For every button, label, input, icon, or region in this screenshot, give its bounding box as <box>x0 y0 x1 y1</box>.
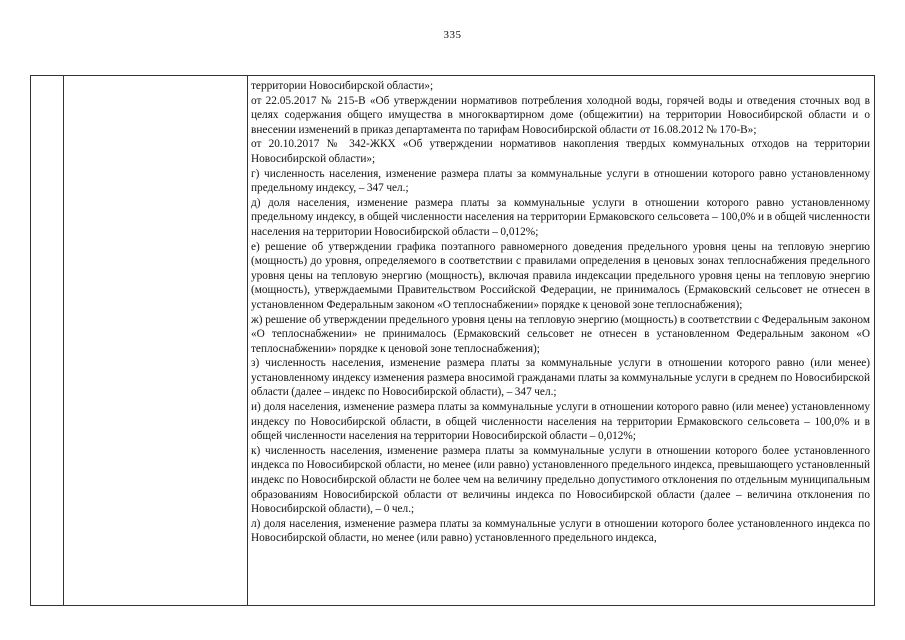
paragraph: и) доля населения, изменение размера платы за коммунальные услуги в отношении которого равно (или менее) установленному индексу по Новосибирской области, в общей численности населения на территории Ермаковского сельсовета – 100,0% и в общей численности населения на территории Новосибирской области – 0,012%; <box>251 401 870 443</box>
page-number: 335 <box>443 29 462 41</box>
paragraph: ж) решение об утверждении предельного уровня цены на тепловую энергию (мощность) в соответствии с Федеральным законом «О теплоснабжении» не принималось (Ермаковский сельсовет не отнесен в установленном Федеральным законом «О теплоснабжении» порядке к ценовой зоне теплоснабжения); <box>251 313 870 355</box>
paragraph: г) численность населения, изменение размера платы за коммунальные услуги в отношении которого равно установленному предельному индексу, – 347 чел.; <box>251 167 870 195</box>
table-column-content <box>248 76 874 605</box>
paragraph: от 22.05.2017 № 215-В «Об утверждении нормативов потребления холодной воды, горячей воды и отведения сточных вод в целях содержания общего имущества в многоквартирном доме (общежитии) на территории Новосибирской области и о внесении изменений в приказ департамента по тарифам Новосибирской области от 16.08.2012 № 170-В»; <box>251 94 870 136</box>
paragraph: от 20.10.2017 № 342-ЖКХ «Об утверждении нормативов накопления твердых коммунальных отходов на территории Новосибирской области»; <box>251 138 870 165</box>
paragraph: з) численность населения, изменение размера платы за коммунальные услуги в отношении которого равно (или менее) установленному индексу изменения размера вносимой гражданами платы за коммунальные услуги в среднем по Новосибирской области (далее – индекс по Новосибирской области), – 347 чел.; <box>251 357 870 399</box>
document-table <box>30 75 875 606</box>
paragraph: д) доля населения, изменение размера платы за коммунальные услуги в отношении которого равно установленному предельному индексу, в общей численности населения на территории Ермаковского сельсовета – 100,0% и в общей численности населения на территории Новосибирской области – 0,012%; <box>251 196 870 238</box>
table-column-number <box>31 76 64 605</box>
paragraph: е) решение об утверждении графика поэтапного равномерного доведения предельного уровня цены на тепловую энергию (мощность) до уровня, определяемого в соответствии с правилами определения в ценовых зонах теплоснабжения предельного уровня цены на тепловую энергию (мощность), включая правила индексации предельного уровня цены на тепловую энергию (мощность), утверждаемыми Правительством Российской Федерации, не принималось (Ермаковский сельсовет не отнесен в установленном Федеральным законом «О теплоснабжении» порядке к ценовой зоне теплоснабжения); <box>251 240 870 311</box>
paragraph: территории Новосибирской области»; <box>251 80 434 92</box>
paragraph: к) численность населения, изменение размера платы за коммунальные услуги в отношении которого более установленного индекса по Новосибирской области, но менее (или равно) установленного предельного индекса, превышающего установленный индекс по Новосибирской области не более чем на величину предельно допустимого отклонения по отдельным муниципальным образованиям Новосибирской области от величины индекса по Новосибирской области (далее – величина отклонения по Новосибирской области), – 0 чел.; <box>251 444 870 516</box>
paragraph: л) доля населения, изменение размера платы за коммунальные услуги в отношении которого более установленного индекса по Новосибирской области, но менее (или равно) установленного предельного индекса, <box>251 517 870 545</box>
table-column-name <box>64 76 248 605</box>
